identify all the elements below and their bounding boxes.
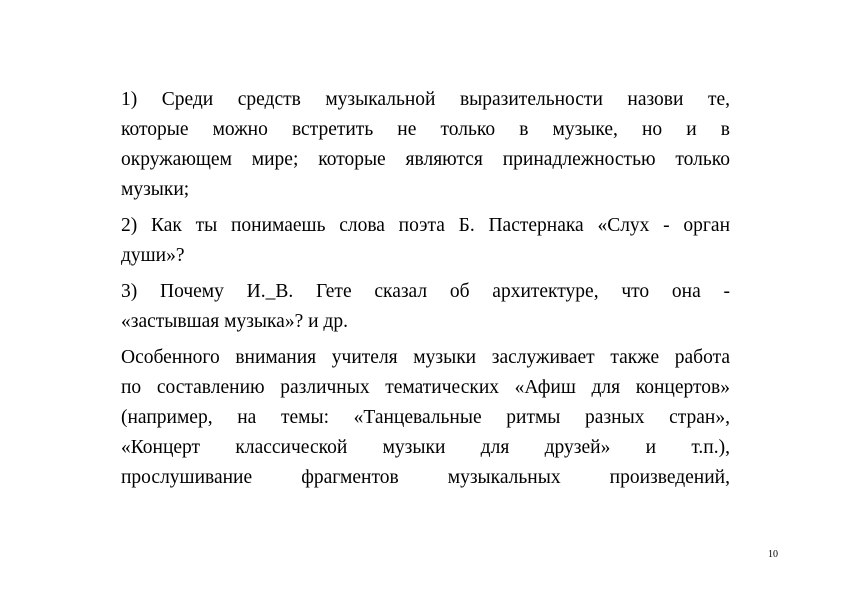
text-line: Особенного внимания учителя музыки заслуживает также работа [121, 347, 730, 368]
text-line: 2) Как ты понимаешь слова поэта Б. Пастернака «Слух - орган [121, 215, 730, 236]
text-line: прослушивание фрагментов музыкальных произведений, [121, 467, 730, 488]
text-line: которые можно встретить не только в музыке, но и в [121, 119, 730, 140]
page-number: 10 [768, 549, 778, 560]
text-line: по составлению различных тематических «Афиш для концертов» [121, 377, 730, 398]
paragraph-body [121, 343, 730, 493]
text-line: (например, на темы: «Танцевальные ритмы разных стран», [121, 407, 730, 428]
text-line: 3) Почему И._В. Гете сказал об архитектуре, что она - [121, 281, 730, 302]
text-line: души»? [121, 245, 185, 266]
text-line: 1) Среди средств музыкальной выразительности назови те, [121, 89, 730, 110]
text-line: музыки; [121, 179, 190, 200]
text-line: «Концерт классической музыки для друзей» и т.п.), [121, 437, 730, 458]
paragraph-question-3 [121, 277, 730, 337]
text-line: «застывшая музыка»? и др. [121, 311, 348, 332]
text-line: окружающем мире; которые являются принадлежностью только [121, 149, 730, 170]
paragraph-question-2 [121, 211, 730, 271]
body-text [121, 85, 730, 499]
paragraph-question-1 [121, 85, 730, 205]
